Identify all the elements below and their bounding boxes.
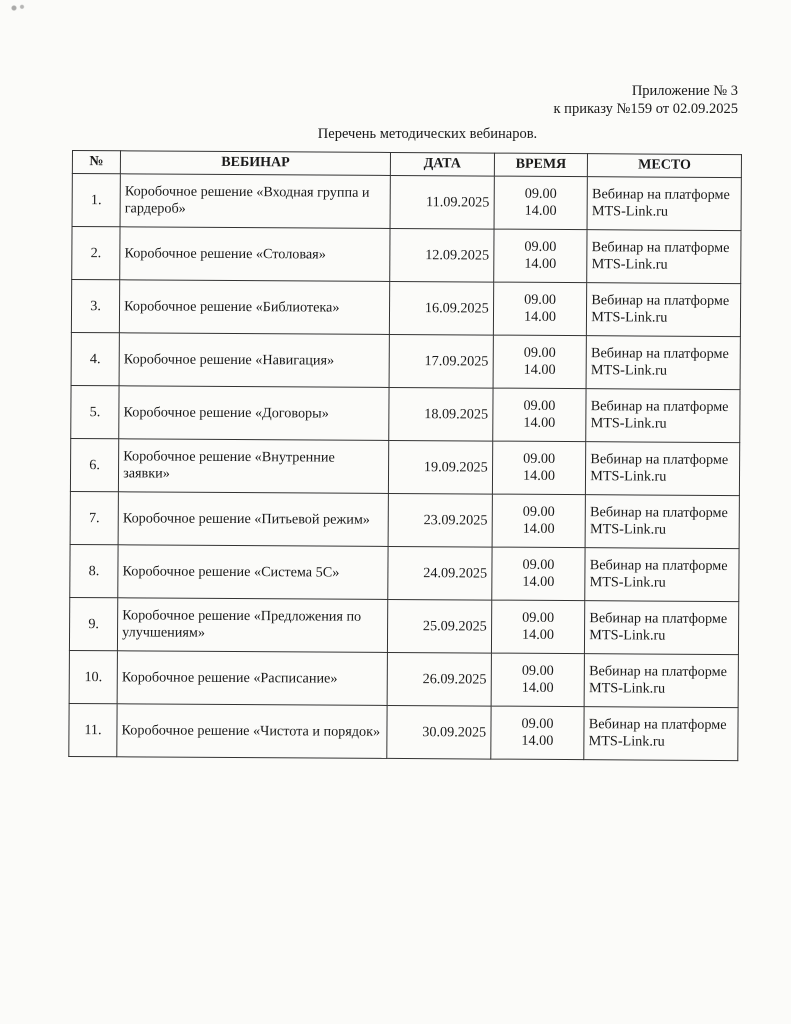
time-morning: 09.00 bbox=[523, 450, 556, 467]
webinar-date: 23.09.2025 bbox=[388, 493, 492, 547]
webinar-name: Коробочное решение «Столовая» bbox=[120, 227, 390, 282]
webinar-name: Коробочное решение «Система 5С» bbox=[118, 545, 388, 600]
webinar-name: Коробочное решение «Предложения по улучшениям» bbox=[118, 598, 388, 653]
webinar-name: Коробочное решение «Расписание» bbox=[117, 651, 387, 706]
webinar-date: 18.09.2025 bbox=[389, 387, 493, 441]
row-number: 2. bbox=[72, 227, 120, 280]
webinar-date: 19.09.2025 bbox=[388, 440, 492, 494]
webinar-place: Вебинар на платформе MTS-Link.ru bbox=[587, 230, 741, 284]
time-afternoon: 14.00 bbox=[524, 255, 557, 272]
row-number: 7. bbox=[70, 491, 118, 544]
table-row bbox=[72, 174, 741, 231]
webinar-place: Вебинар на платформе MTS-Link.ru bbox=[584, 654, 738, 708]
header-time: ВРЕМЯ bbox=[494, 153, 588, 177]
time-afternoon: 14.00 bbox=[524, 202, 557, 219]
row-number: 3. bbox=[71, 280, 119, 333]
webinar-place: Вебинар на платформе MTS-Link.ru bbox=[586, 442, 740, 496]
webinar-date: 11.09.2025 bbox=[390, 175, 494, 229]
webinar-name: Коробочное решение «Входная группа и гардероб» bbox=[120, 174, 390, 229]
webinar-place: Вебинар на платформе MTS-Link.ru bbox=[587, 177, 741, 231]
webinar-date: 17.09.2025 bbox=[389, 334, 493, 388]
time-afternoon: 14.00 bbox=[521, 679, 554, 696]
webinar-name: Коробочное решение «Договоры» bbox=[119, 386, 389, 441]
webinar-name: Коробочное решение «Библиотека» bbox=[119, 280, 389, 335]
time-afternoon: 14.00 bbox=[523, 308, 556, 325]
table-row bbox=[69, 597, 738, 654]
time-afternoon: 14.00 bbox=[523, 414, 556, 431]
time-morning: 09.00 bbox=[521, 662, 554, 679]
webinar-place: Вебинар на платформе MTS-Link.ru bbox=[586, 389, 740, 443]
table-row bbox=[71, 385, 740, 442]
webinar-name: Коробочное решение «Чистота и порядок» bbox=[117, 704, 387, 759]
webinar-date: 30.09.2025 bbox=[387, 705, 491, 759]
header-date: ДАТА bbox=[390, 152, 494, 176]
appendix-header bbox=[554, 82, 738, 118]
time-afternoon: 14.00 bbox=[523, 467, 556, 484]
table-row bbox=[69, 703, 738, 760]
webinar-date: 12.09.2025 bbox=[390, 228, 494, 282]
time-afternoon: 14.00 bbox=[522, 573, 555, 590]
webinar-place: Вебинар на платформе MTS-Link.ru bbox=[584, 707, 738, 761]
webinar-time bbox=[491, 600, 585, 654]
webinar-date: 26.09.2025 bbox=[387, 652, 491, 706]
webinar-place: Вебинар на платформе MTS-Link.ru bbox=[586, 336, 740, 390]
webinar-time bbox=[492, 388, 586, 442]
list-title: Перечень методических вебинаров. bbox=[317, 126, 538, 142]
webinar-time bbox=[492, 494, 586, 548]
webinar-time bbox=[492, 441, 586, 495]
time-afternoon: 14.00 bbox=[522, 626, 555, 643]
webinar-time bbox=[490, 706, 584, 760]
time-afternoon: 14.00 bbox=[521, 732, 554, 749]
row-number: 8. bbox=[70, 544, 118, 597]
time-morning: 09.00 bbox=[524, 291, 557, 308]
webinar-time bbox=[493, 335, 587, 389]
table-row bbox=[70, 544, 739, 601]
webinar-name: Коробочное решение «Навигация» bbox=[119, 333, 389, 388]
webinar-place: Вебинар на платформе MTS-Link.ru bbox=[587, 283, 741, 337]
webinar-time bbox=[491, 547, 585, 601]
time-morning: 09.00 bbox=[523, 344, 556, 361]
webinar-date: 25.09.2025 bbox=[387, 599, 491, 653]
time-morning: 09.00 bbox=[522, 609, 555, 626]
row-number: 1. bbox=[72, 174, 120, 227]
header-name: ВЕБИНАР bbox=[120, 151, 390, 176]
time-morning: 09.00 bbox=[524, 185, 557, 202]
webinar-place: Вебинар на платформе MTS-Link.ru bbox=[585, 548, 739, 602]
webinar-date: 24.09.2025 bbox=[388, 546, 492, 600]
table-row bbox=[71, 332, 740, 389]
time-morning: 09.00 bbox=[523, 397, 556, 414]
row-number: 10. bbox=[69, 650, 117, 703]
webinar-time bbox=[494, 176, 588, 230]
row-number: 5. bbox=[71, 385, 119, 438]
table-row bbox=[70, 491, 739, 548]
time-morning: 09.00 bbox=[522, 503, 555, 520]
time-morning: 09.00 bbox=[524, 238, 557, 255]
header-num: № bbox=[72, 151, 120, 174]
time-afternoon: 14.00 bbox=[523, 361, 556, 378]
scan-artifact bbox=[8, 2, 28, 14]
webinar-time bbox=[493, 282, 587, 336]
webinar-name: Коробочное решение «Внутренние заявки» bbox=[119, 439, 389, 494]
webinar-date: 16.09.2025 bbox=[389, 281, 493, 335]
table-row bbox=[71, 280, 740, 337]
webinar-name: Коробочное решение «Питьевой режим» bbox=[118, 492, 388, 547]
row-number: 11. bbox=[69, 703, 117, 756]
table-row bbox=[70, 438, 739, 495]
webinar-table bbox=[68, 150, 742, 761]
appendix-number: Приложение № 3 bbox=[631, 83, 738, 99]
table-row bbox=[72, 227, 741, 284]
webinar-place: Вебинар на платформе MTS-Link.ru bbox=[585, 601, 739, 655]
time-morning: 09.00 bbox=[521, 715, 554, 732]
webinar-time bbox=[493, 229, 587, 283]
table-row bbox=[69, 650, 738, 707]
row-number: 4. bbox=[71, 332, 119, 385]
row-number: 9. bbox=[69, 597, 117, 650]
webinar-place: Вебинар на платформе MTS-Link.ru bbox=[585, 495, 739, 549]
webinar-time bbox=[491, 653, 585, 707]
time-morning: 09.00 bbox=[522, 556, 555, 573]
order-reference: к приказу №159 от 02.09.2025 bbox=[553, 101, 738, 117]
row-number: 6. bbox=[70, 438, 118, 491]
header-place: МЕСТО bbox=[588, 154, 742, 178]
time-afternoon: 14.00 bbox=[522, 520, 555, 537]
